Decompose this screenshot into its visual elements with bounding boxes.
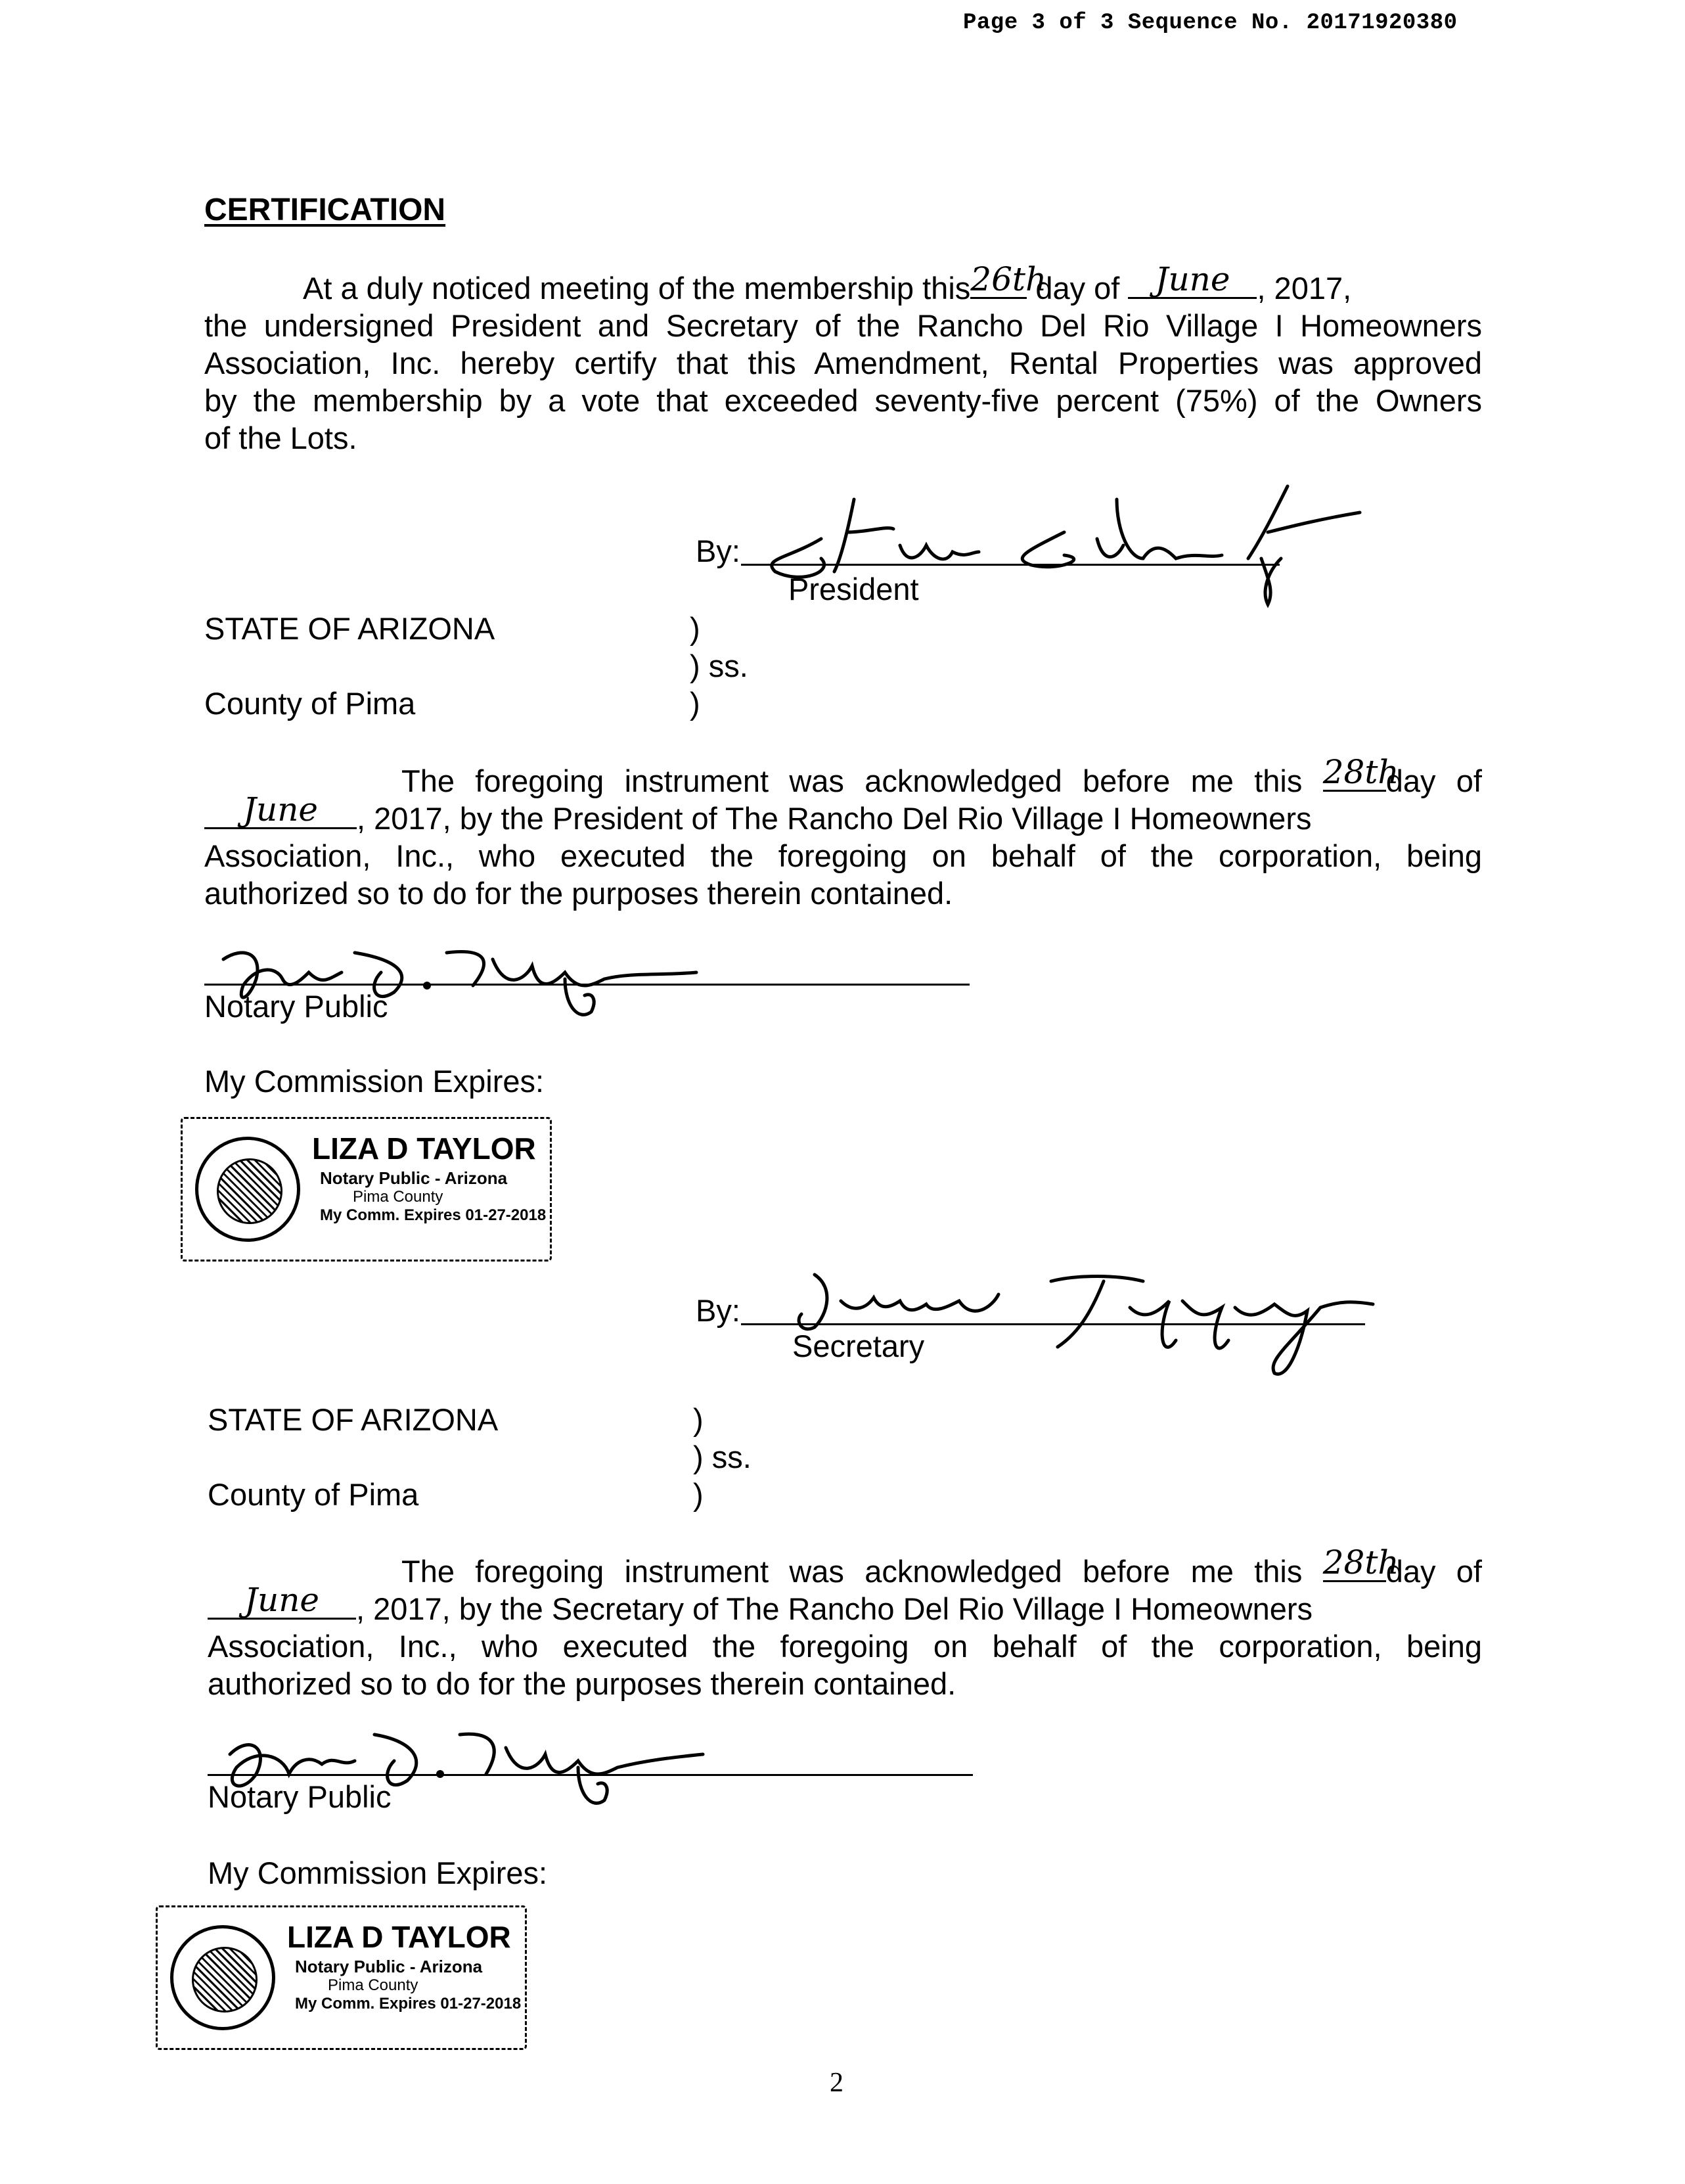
county-label-2: County of Pima (208, 1477, 419, 1512)
certification-line-5: of the Lots. (204, 421, 357, 455)
ack1-line-2 (204, 790, 1482, 837)
line1-pre: At a duly noticed meeting of the membership this (303, 271, 971, 306)
stamp-line-2: Notary Public - Arizona (320, 1168, 508, 1188)
stamp-name: LIZA D TAYLOR (312, 1131, 536, 1166)
notary-label-1: Notary Public (204, 989, 388, 1024)
page-header: Page 3 of 3 Sequence No. 20171920380 (963, 11, 1458, 35)
certification-line-1 (204, 260, 1482, 307)
certification-paragraph (204, 260, 1482, 457)
ack2-line-4: authorized so to do for the purposes therein contained. (208, 1666, 956, 1701)
state-label-1: STATE OF ARIZONA (204, 611, 495, 646)
ack1-line2-text: , 2017, by the President of The Rancho Del Rio Village I Homeowners (357, 801, 1312, 836)
ack2-day-handwritten: 28th (1322, 1543, 1399, 1581)
ack2-line2-text: , 2017, by the Secretary of The Rancho Del Rio Village I Homeowners (356, 1591, 1313, 1626)
state-seal-icon (195, 1137, 300, 1242)
page-number: 2 (830, 2068, 843, 2098)
ack1-line-3: Association, Inc., who executed the foregoing on behalf of the corporation, being (204, 838, 1482, 873)
ack2-pre: The foregoing instrument was acknowledged before me this (401, 1554, 1303, 1589)
ack1-month-handwritten: June (242, 790, 319, 829)
venue-paren-1: ) (690, 611, 700, 646)
venue-ss-1: ) ss. (690, 648, 748, 683)
notary-label-2: Notary Public (208, 1779, 392, 1814)
ack2-post: day of (1385, 1554, 1482, 1589)
stamp-line-4: My Comm. Expires 01-27-2018 (320, 1206, 547, 1224)
secretary-role: Secretary (792, 1329, 925, 1363)
stamp-line-4: My Comm. Expires 01-27-2018 (295, 1995, 522, 2013)
stamp-line-3: Pima County (328, 1976, 418, 1994)
ack2-day-blank (1322, 1543, 1399, 1582)
day-blank (970, 260, 1047, 299)
county-label-1: County of Pima (204, 686, 416, 721)
ack1-month-blank (204, 790, 357, 829)
stamp-line-3: Pima County (353, 1188, 443, 1206)
ack1-line-1 (204, 753, 1482, 800)
acknowledgment-paragraph-2 (208, 1543, 1482, 1702)
president-role: President (788, 572, 919, 606)
ack2-line-3: Association, Inc., who executed the foregoing on behalf of the corporation, being (208, 1629, 1482, 1664)
certification-line-4: by the membership by a vote that exceeded seventy-five percent (75%) of the Owners (204, 383, 1482, 418)
secretary-by-label: By: (696, 1293, 740, 1328)
acknowledgment-paragraph-1 (204, 753, 1482, 912)
certification-title: CERTIFICATION (204, 193, 446, 227)
ack1-pre: The foregoing instrument was acknowledged before me this (401, 763, 1303, 798)
venue-paren-3b: ) (693, 1477, 704, 1512)
certification-line-3: Association, Inc. hereby certify that this Amendment, Rental Properties was approved (204, 346, 1482, 380)
venue-paren-3: ) (690, 686, 700, 721)
month-handwritten: June (1155, 260, 1230, 298)
ack2-line-1 (208, 1543, 1482, 1590)
state-seal-icon (170, 1925, 275, 2030)
day-handwritten: 26th (970, 260, 1047, 298)
stamp-name: LIZA D TAYLOR (287, 1920, 511, 1954)
line1-mid: day of (1035, 271, 1120, 306)
ack1-post: day of (1385, 763, 1482, 798)
president-by-label: By: (696, 534, 740, 568)
ack2-line-2 (208, 1581, 1482, 1627)
ack1-day-blank (1322, 753, 1399, 792)
state-label-2: STATE OF ARIZONA (208, 1402, 499, 1437)
notary-stamp-2 (156, 1905, 527, 2050)
certification-line-2: the undersigned President and Secretary of the Rancho Del Rio Village I Homeowners (204, 308, 1482, 343)
ack1-line-4: authorized so to do for the purposes therein contained. (204, 876, 953, 911)
notary-stamp-1 (181, 1117, 552, 1262)
stamp-line-2: Notary Public - Arizona (295, 1957, 483, 1976)
ack1-day-handwritten: 28th (1322, 753, 1399, 791)
ack2-month-blank (208, 1581, 356, 1620)
venue-ss-2: ) ss. (693, 1440, 752, 1474)
commission-label-2: My Commission Expires: (208, 1855, 548, 1890)
ack2-month-handwritten: June (244, 1581, 320, 1619)
venue-paren-1b: ) (693, 1402, 704, 1437)
line1-post: , 2017, (1257, 271, 1352, 306)
month-blank (1128, 260, 1257, 299)
commission-label-1: My Commission Expires: (204, 1064, 545, 1099)
